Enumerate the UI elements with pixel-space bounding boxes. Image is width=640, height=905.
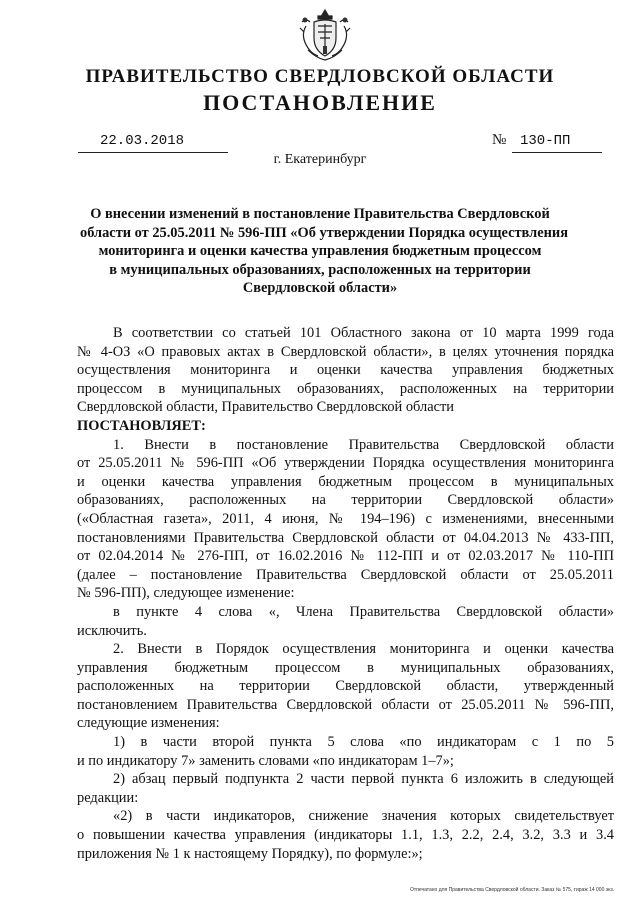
body-line: № 4-ОЗ «О правовых актах в Свердловской области», в целях уточнения порядка [77, 343, 614, 360]
decree-word: ПОСТАНОВЛЯЕТ: [77, 417, 206, 434]
document-type: ПОСТАНОВЛЕНИЕ [203, 90, 437, 115]
body-line: управления бюджетным процессом в муниципальных образованиях, [77, 659, 614, 676]
city: г. Екатеринбург [273, 152, 367, 167]
body-line: № 596-ПП), следующее изменение: [77, 585, 295, 602]
body-line: постановлением Правительства Свердловской области от 25.05.2011 № 596-ПП, [77, 696, 614, 713]
body-line: приложения № 1 к настоящему Порядку), по формуле:»; [77, 845, 423, 862]
title-line: в муниципальных образованиях, расположенных на территории [109, 261, 531, 278]
body-line: и оценки качества управления бюджетным процессом в муниципальных [77, 473, 614, 490]
body-line: «2) в части индикаторов, снижение значения которых свидетельствует [113, 808, 614, 825]
body-line: Свердловской области, Правительство Свердловской области [77, 399, 454, 416]
print-footer: Отпечатано для Правительства Свердловской области. Заказ № 575, тираж 14 000 экз. [410, 887, 615, 893]
title-line: Свердловской области» [242, 280, 398, 296]
title-line: О внесении изменений в постановление Правительства Свердловской [90, 206, 550, 222]
number-label: № [492, 132, 507, 148]
body-line: образованиях, расположенных на территории Свердловской области» [77, 492, 614, 509]
body-line: (далее – постановление Правительства Свердловской области от 25.05.2011 [77, 566, 614, 583]
body-line: 1) в части второй пункта 5 слова «по индикаторам с 1 по 5 [113, 734, 614, 751]
document-number: 130-ПП [520, 133, 571, 149]
body-line: постановлениями Правительства Свердловской области от 04.04.2013 № 433-ПП, [77, 529, 614, 546]
coat-of-arms-icon [296, 6, 354, 64]
body-line: 2) абзац первый подпункта 2 части первой пункта 6 изложить в следующей [113, 771, 614, 788]
body-line: 2. Внести в Порядок осуществления мониторинга и оценки качества [113, 641, 614, 658]
body-line: от 25.05.2011 № 596-ПП «Об утверждении Порядка осуществления мониторинга [77, 455, 614, 472]
body-line: о повышении качества управления (индикаторы 1.1, 1.3, 2.2, 2.4, 3.2, 3.3 и 3.4 [77, 827, 614, 844]
body-line: следующие изменения: [77, 715, 220, 732]
body-line: и по индикатору 7» заменить словами «по индикаторам 1–7»; [77, 752, 454, 769]
body-line: процессом в муниципальных образованиях, расположенных на территории [77, 380, 614, 397]
body-line: в пункте 4 слова «, Члена Правительства Свердловской области» [113, 603, 614, 620]
body-line: («Областная газета», 2011, 4 июня, № 194–196) с изменениями, внесенными [77, 510, 614, 527]
body-line: 1. Внести в постановление Правительства Свердловской области [113, 436, 614, 453]
government-title: ПРАВИТЕЛЬСТВО СВЕРДЛОВСКОЙ ОБЛАСТИ [85, 66, 555, 87]
document-date: 22.03.2018 [100, 133, 185, 149]
body-line: расположенных на территории Свердловской области, утвержденный [77, 678, 614, 695]
body-line: редакции: [77, 789, 139, 806]
document-title [80, 205, 568, 298]
title-line: мониторинга и оценки качества управления бюджетным процессом [98, 243, 542, 259]
body-line: исключить. [77, 622, 147, 639]
body-line: В соответствии со статьей 101 Областного закона от 10 марта 1999 года [113, 325, 614, 341]
body-line: от 02.04.2014 № 276-ПП, от 16.02.2016 № 112-ПП и от 02.03.2017 № 110-ПП [77, 548, 614, 565]
document-body [77, 324, 614, 863]
title-line: области от 25.05.2011 № 596-ПП «Об утверждении Порядка осуществления [80, 224, 568, 241]
body-line: осуществления мониторинга и оценки качества управления бюджетных [77, 362, 614, 379]
